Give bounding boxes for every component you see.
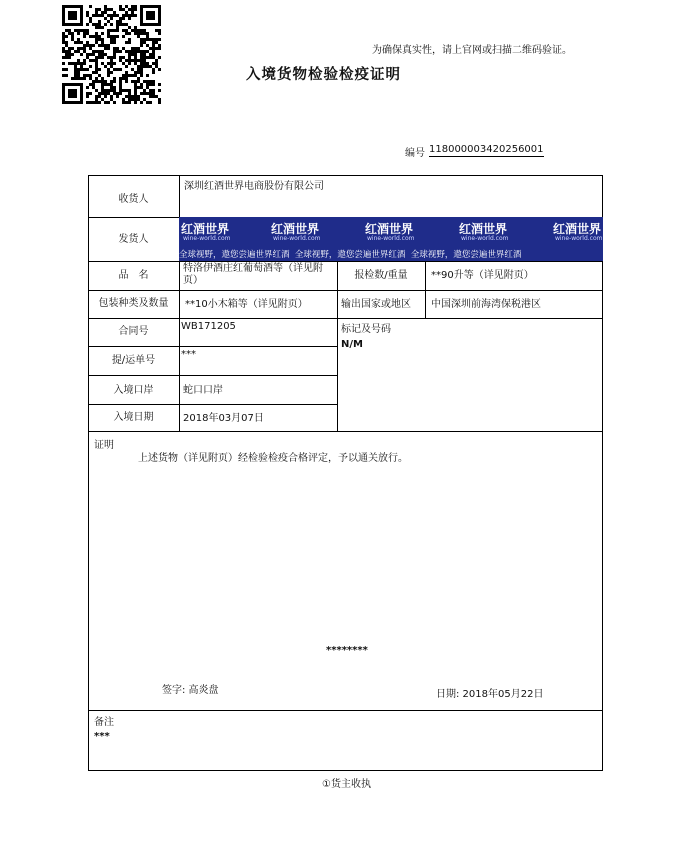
column-divider	[425, 261, 426, 318]
contract-value: WB171205	[181, 321, 236, 332]
entry-date-label: 入境日期	[113, 412, 154, 423]
row-divider	[88, 404, 337, 405]
banner-url: wine-world.com	[367, 235, 415, 242]
quantity-label: 报检数/重量	[354, 270, 408, 281]
banner-slogan: 全球视野，遨您尝遍世界红酒 全球视野，遨您尝遍世界红酒 全球视野，遨您尝遍世界红酒	[179, 250, 522, 260]
certificate-table	[88, 175, 603, 771]
origin-value: 中国深圳前海湾保税港区	[431, 299, 541, 310]
consignor-banner	[179, 217, 603, 261]
banner-url: wine-world.com	[183, 235, 231, 242]
entry-date-value: 2018年03月07日	[183, 413, 264, 424]
product-value-cont: 页）	[183, 275, 203, 286]
quantity-value: **90升等（详见附页）	[431, 270, 534, 281]
consignee-value: 深圳红酒世界电商股份有限公司	[184, 181, 324, 192]
verify-note: 为确保真实性，请上官网或扫描二维码验证。	[372, 45, 572, 56]
certificate-text: 上述货物（详见附页）经检验检疫合格评定，予以通关放行。	[138, 453, 408, 464]
row-divider	[88, 346, 337, 347]
banner-logo: 红酒世界	[459, 222, 508, 236]
product-value: 特洛伊酒庄红葡萄酒等（详见附	[183, 263, 323, 274]
contract-label: 合同号	[118, 326, 149, 337]
consignor-label: 发货人	[118, 234, 149, 245]
marks-label: 标记及号码	[341, 324, 391, 335]
remarks-label: 备注	[94, 717, 114, 728]
row-divider	[88, 710, 603, 711]
row-divider	[88, 318, 603, 319]
banner-logo: 红酒世界	[271, 222, 320, 236]
remarks-value: ***	[94, 731, 110, 742]
copy-note: ①货主收执	[322, 779, 371, 790]
origin-label: 输出国家或地区	[341, 299, 411, 310]
packing-value: **10小木箱等（详见附页）	[185, 299, 308, 310]
number-label: 编号	[405, 148, 425, 159]
packing-label: 包装种类及数量	[98, 298, 169, 309]
banner-logo: 红酒世界	[181, 222, 230, 236]
product-label: 品 名	[118, 270, 149, 281]
banner-logo: 红酒世界	[365, 222, 414, 236]
port-label: 入境口岸	[113, 385, 154, 396]
issue-date: 日期: 2018年05月22日	[436, 689, 544, 700]
column-divider	[337, 261, 338, 431]
signature: 签字: 高炎盘	[162, 685, 219, 696]
row-divider	[88, 261, 603, 262]
document-title: 入境货物检验检疫证明	[246, 67, 401, 83]
column-divider	[179, 175, 180, 431]
row-divider	[88, 375, 337, 376]
qr-code	[62, 5, 161, 104]
certificate-label: 证明	[94, 440, 114, 451]
row-divider	[88, 431, 603, 432]
row-divider	[88, 290, 603, 291]
banner-logo: 红酒世界	[553, 222, 602, 236]
consignee-label: 收货人	[118, 194, 149, 205]
port-value: 蛇口口岸	[183, 385, 223, 396]
number-value: 118000003420256001	[429, 144, 544, 155]
banner-url: wine-world.com	[273, 235, 321, 242]
marks-value: N/M	[341, 339, 363, 350]
stamp-mark: ********	[326, 645, 368, 656]
bill-label: 提/运单号	[111, 355, 156, 366]
banner-url: wine-world.com	[461, 235, 509, 242]
banner-url: wine-world.com	[555, 235, 603, 242]
bill-value: ***	[181, 349, 196, 360]
